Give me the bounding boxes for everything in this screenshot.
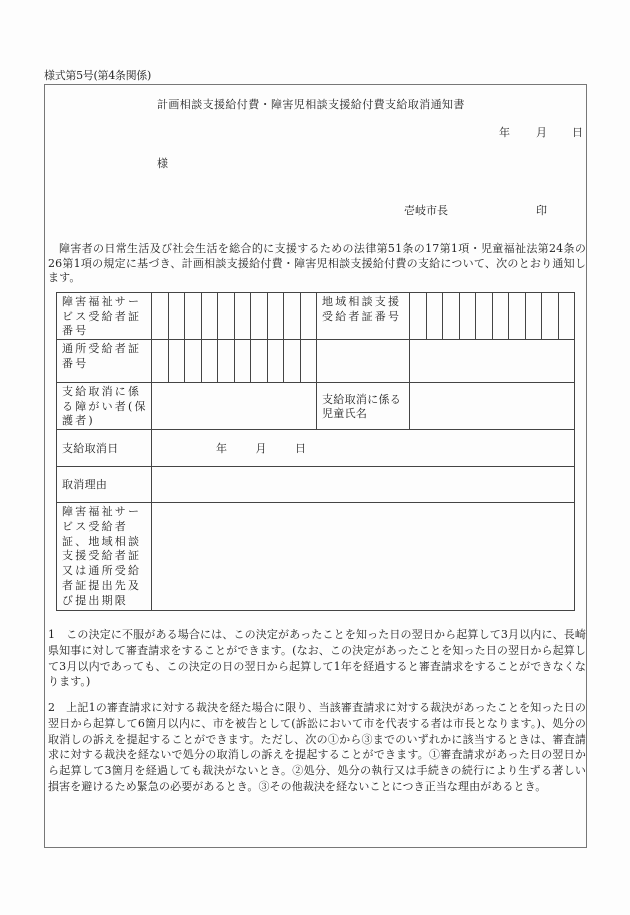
welfare-cert-digit[interactable] [284,293,301,340]
person-field[interactable] [152,383,317,430]
form-number: 様式第5号(第4条関係) [44,69,151,82]
daycare-cert-digit[interactable] [284,340,301,383]
cancel-date-label: 支給取消日 [57,430,152,467]
empty-cell [317,340,410,383]
community-cert-digit[interactable] [558,293,575,340]
daycare-cert-digit[interactable] [185,340,202,383]
daycare-cert-digit[interactable] [218,340,235,383]
reason-field[interactable] [152,467,575,503]
welfare-cert-digit[interactable] [201,293,218,340]
addressee-suffix: 様 [157,157,168,170]
issue-date-month: 月 [536,126,547,139]
note-1-text: 1 この決定に不服がある場合には、この決定があったことを知った日の翌日から起算して3月以内に、長崎県知事に対して審査請求をすることができます。(なお、この決定があったことを知った日の翌日から起算して3月以内であっても、この決定の日の翌日から起算して1年を経過すると審査請求をすることができなくなります。) [48,628,586,689]
issue-date-day: 日 [572,126,583,139]
community-cert-digit[interactable] [459,293,476,340]
daycare-cert-digit[interactable] [152,340,169,383]
welfare-cert-digit[interactable] [218,293,235,340]
community-cert-label: 地域相談支援受給者証番号 [317,293,410,340]
note-2 [48,700,586,795]
empty-cell [410,340,575,383]
issuer-seal: 印 [536,204,547,217]
cancel-date-year: 年 [216,442,227,455]
cancellation-table [56,292,575,611]
child-name-field[interactable] [410,383,575,430]
table-row [57,340,575,383]
community-cert-digit[interactable] [410,293,427,340]
reason-label: 取消理由 [57,467,152,503]
daycare-cert-digit[interactable] [267,340,284,383]
welfare-cert-digit[interactable] [168,293,185,340]
cancel-date-field[interactable] [152,430,575,467]
child-label: 支給取消に係る児童氏名 [317,383,410,430]
daycare-cert-digit[interactable] [234,340,251,383]
note-2-text: 2 上記1の審査請求に対する裁決を経た場合に限り、当該審査請求に対する裁決があったことを知った日の翌日から起算して6箇月以内に、市を被告として(訴訟において市を代表する者は市長となります。)、処分の取消しの訴えを提起することができます。ただし、次の①から③までのいずれかに該当するときは、審査請求に対する裁決を経ないで処分の取消しの訴えを提起することができます。①審査請求があった日の翌日から起算して3箇月を経過しても裁決がないとき。②処分、処分の執行又は手続きの続行により生ずる著しい損害を避けるため緊急の必要があるとき。③その他裁決を経ないことにつき正当な理由があるとき。 [48,701,586,793]
community-cert-digit[interactable] [426,293,443,340]
submission-field[interactable] [152,503,575,611]
issue-date-year: 年 [499,126,510,139]
welfare-cert-digit[interactable] [267,293,284,340]
daycare-cert-digit[interactable] [168,340,185,383]
welfare-cert-digit[interactable] [185,293,202,340]
intro-text: 障害者の日常生活及び社会生活を総合的に支援するための法律第51条の17第1項・児童福祉法第24条の26第1項の規定に基づき、計画相談支援給付費・障害児相談支援給付費の支給について、次のとおり通知します。 [48,242,586,284]
cancel-date-day: 日 [295,442,306,455]
person-label: 支給取消に係る障がい者(保護者) [57,383,152,430]
table-row [57,430,575,467]
welfare-cert-digit[interactable] [251,293,268,340]
community-cert-digit[interactable] [509,293,526,340]
daycare-cert-digit[interactable] [201,340,218,383]
cancel-date-month: 月 [255,442,267,455]
table-row [57,503,575,611]
welfare-cert-digit[interactable] [300,293,317,340]
daycare-cert-label: 通所受給者証番号 [57,340,152,383]
note-1 [48,627,586,690]
submission-label: 障害福祉サービス受給者証、地域相談支援受給者証又は通所受給者証提出先及び提出期限 [57,503,152,611]
daycare-cert-digit[interactable] [251,340,268,383]
table-row [57,467,575,503]
issuer-title: 壱岐市長 [404,204,448,217]
community-cert-digit[interactable] [492,293,509,340]
daycare-cert-digit[interactable] [300,340,317,383]
welfare-cert-digit[interactable] [234,293,251,340]
table-row [57,293,575,340]
welfare-cert-digit[interactable] [152,293,169,340]
table-row [57,383,575,430]
document-title: 計画相談支援給付費・障害児相談支援給付費支給取消通知書 [157,98,465,111]
community-cert-digit[interactable] [443,293,460,340]
community-cert-digit[interactable] [542,293,559,340]
intro-paragraph [48,242,586,286]
community-cert-digit[interactable] [525,293,542,340]
welfare-cert-label: 障害福祉サービス受給者証番号 [57,293,152,340]
community-cert-digit[interactable] [476,293,493,340]
